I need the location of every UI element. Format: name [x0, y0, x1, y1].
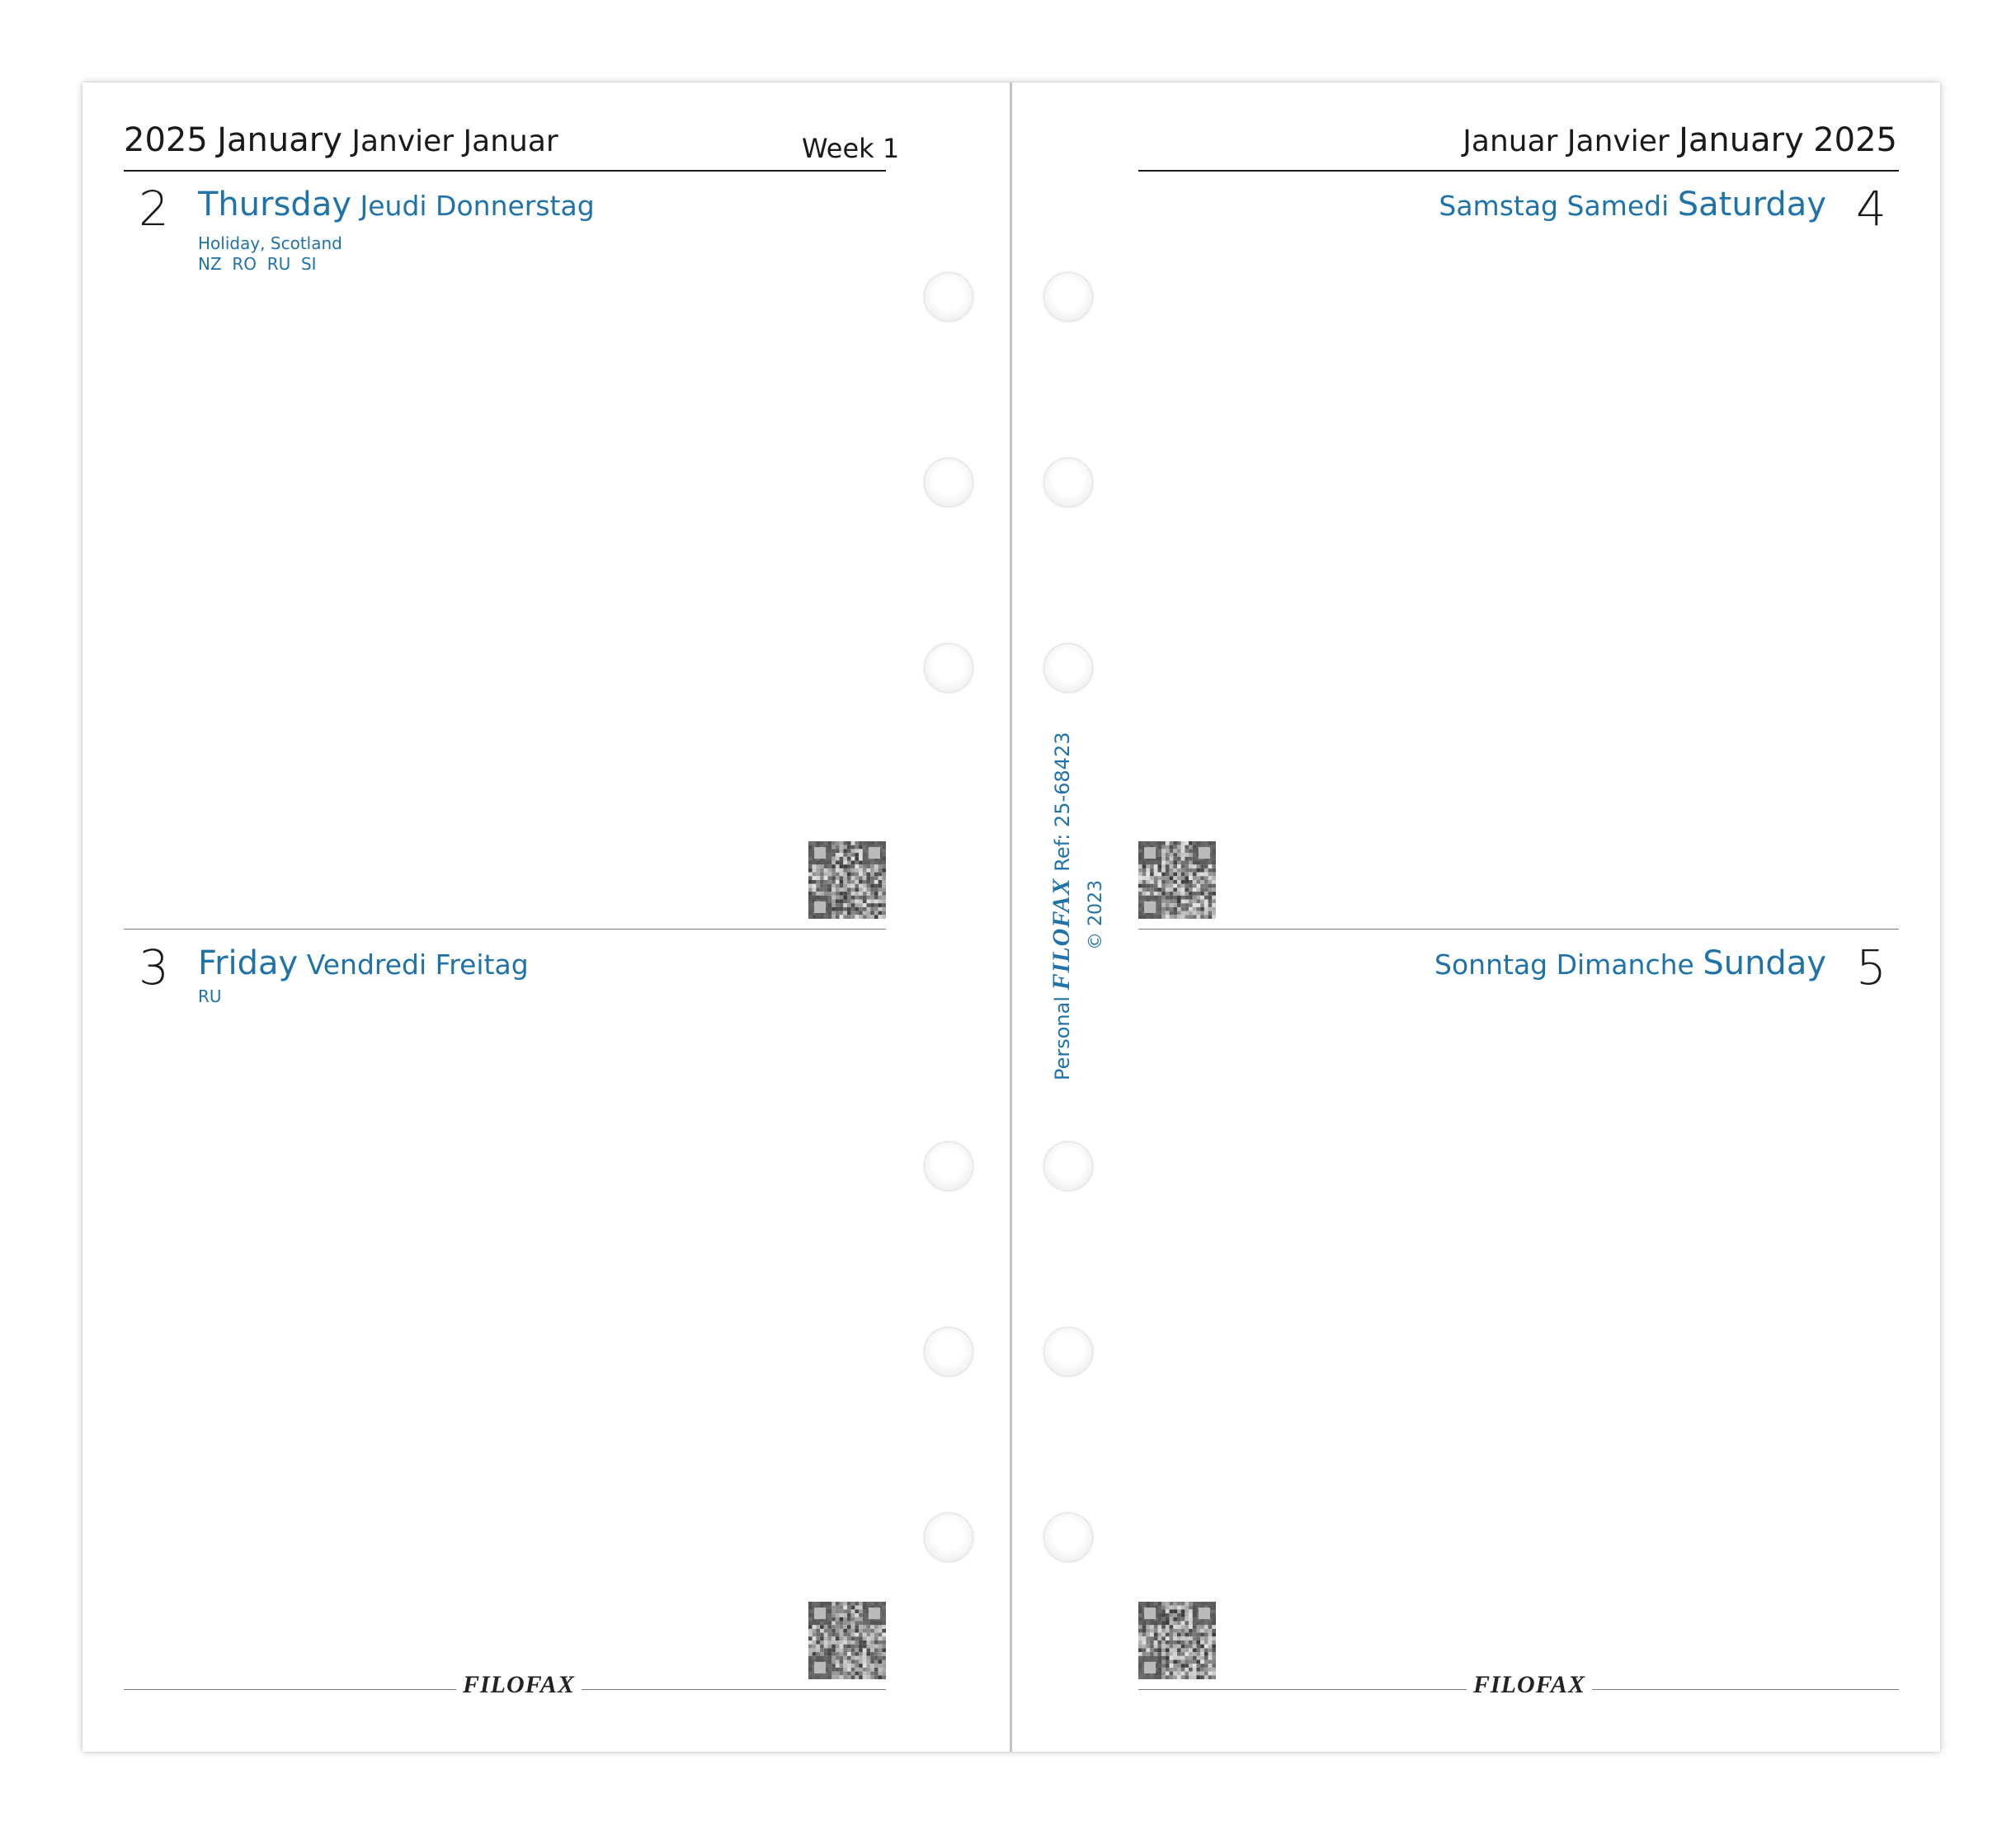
punch-hole: [924, 1141, 973, 1191]
center-fold: [1010, 82, 1012, 1752]
week-label: Week 1: [802, 133, 900, 164]
day-name-en: Saturday: [1677, 186, 1826, 224]
qr-code: [1138, 841, 1216, 919]
spine-brand: FILOFAX: [1048, 878, 1075, 991]
day-name-translations: Samstag Samedi: [1439, 190, 1670, 222]
header-year: 2025: [124, 121, 208, 159]
day-name-en: Thursday: [198, 186, 351, 224]
filofax-logo: FILOFAX: [456, 1673, 582, 1697]
punch-hole: [1043, 643, 1093, 693]
day-name: [1439, 186, 1826, 224]
header-year: 2025: [1813, 121, 1897, 159]
day-name-en: Friday: [198, 944, 299, 982]
day-divider: [1138, 929, 1899, 930]
day-name-en: Sunday: [1703, 944, 1826, 982]
spine-imprint: [1049, 732, 1074, 1080]
punch-hole: [924, 1513, 973, 1562]
punch-hole: [924, 1327, 973, 1377]
punch-hole: [1043, 1141, 1093, 1191]
qr-code: [808, 1602, 886, 1679]
day-name-translations: Sonntag Dimanche: [1434, 948, 1694, 981]
country-codes: RU: [198, 986, 222, 1006]
right-page-header: [1463, 121, 1897, 159]
day-number: 3: [139, 939, 169, 996]
day-name: [198, 944, 529, 982]
qr-code: [1138, 1602, 1216, 1679]
country-codes: NZ RO RU SI: [198, 254, 317, 274]
day-name-translations: Vendredi Freitag: [306, 948, 529, 981]
punch-hole: [924, 458, 973, 507]
day-name-translations: Jeudi Donnerstag: [360, 190, 595, 222]
header-rule: [124, 170, 886, 172]
spine-format: Personal: [1051, 996, 1074, 1080]
day-number: 2: [139, 181, 169, 237]
filofax-logo: FILOFAX: [1467, 1673, 1592, 1697]
spine-copyright: © 2023: [1086, 880, 1106, 950]
day-number: 4: [1856, 181, 1886, 237]
header-rule: [1138, 170, 1899, 172]
day-divider: [124, 929, 886, 930]
punch-hole: [1043, 458, 1093, 507]
day-number: 5: [1856, 939, 1886, 996]
spine-ref: Ref: 25-68423: [1051, 732, 1074, 872]
day-name: [198, 186, 595, 224]
header-month-en: January: [217, 121, 342, 159]
qr-code: [808, 841, 886, 919]
punch-hole: [924, 272, 973, 322]
punch-hole: [1043, 1513, 1093, 1562]
left-page-header: [124, 121, 558, 159]
header-month-en: January: [1679, 121, 1804, 159]
punch-hole: [1043, 1327, 1093, 1377]
punch-hole: [1043, 272, 1093, 322]
holiday-note: Holiday, Scotland: [198, 233, 342, 253]
day-name: [1434, 944, 1826, 982]
header-month-translations: Janvier Januar: [351, 125, 558, 158]
punch-hole: [924, 643, 973, 693]
header-month-translations: Januar Janvier: [1463, 125, 1670, 158]
